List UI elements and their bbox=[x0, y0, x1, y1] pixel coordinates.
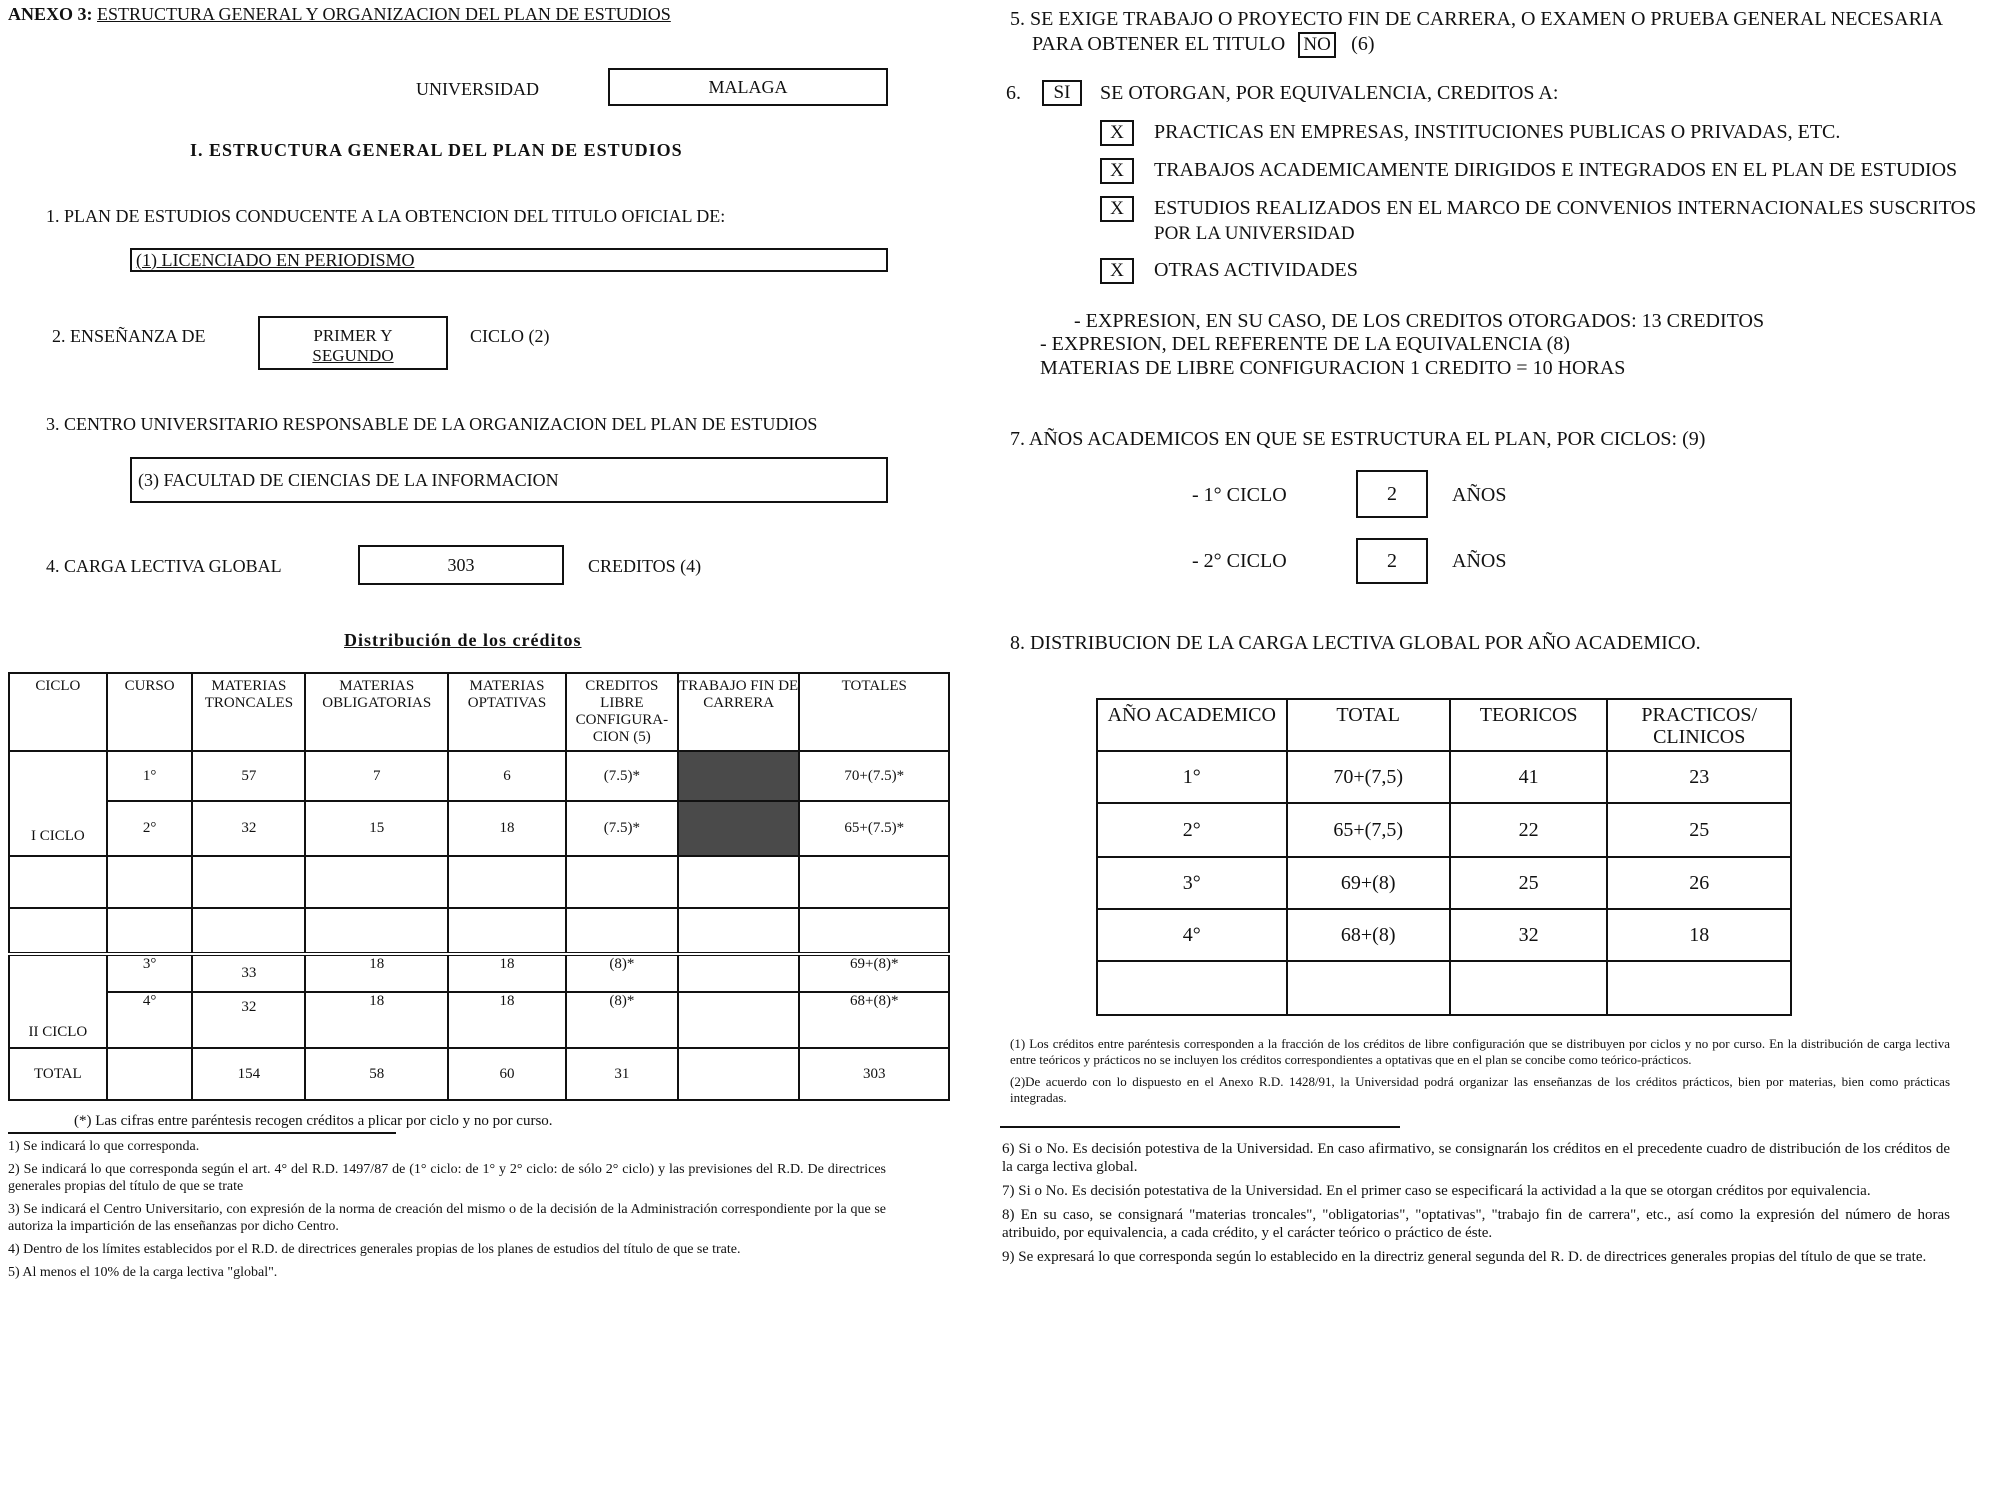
cell-obligatorias: 15 bbox=[305, 801, 448, 856]
q6-value-box: SI bbox=[1042, 80, 1082, 106]
cell-troncales: 32 bbox=[192, 992, 305, 1048]
cell-trabajo-shaded bbox=[678, 751, 800, 801]
cell-year: 3° bbox=[1097, 857, 1287, 909]
cell-practicos: 23 bbox=[1607, 751, 1791, 803]
q8-label: 8. DISTRIBUCION DE LA CARGA LECTIVA GLOBAL POR AÑO ACADEMICO. bbox=[1010, 632, 1701, 654]
q4-field: 303 bbox=[358, 545, 564, 585]
cell-practicos: 18 bbox=[1607, 909, 1791, 961]
q1-field bbox=[130, 248, 888, 272]
cell-obligatorias: 18 bbox=[305, 954, 448, 992]
footnote-1: 1) Se indicará lo que corresponda. bbox=[8, 1139, 200, 1154]
cell-optativas: 6 bbox=[448, 751, 566, 801]
header-optativas: MATERIAS OPTATIVAS bbox=[448, 673, 566, 751]
footnote-8: 8) En su caso, se consignará "materias troncales", "obligatorias", "optativas", "trabajo fin de carrera", etc., así como la expresión del número de horas atribuido, por equivalencia, a cada crédito, y el carácter teórico o práctico de éste. bbox=[1002, 1207, 1950, 1241]
header-troncales: MATERIAS TRONCALES bbox=[192, 673, 305, 751]
q2-suffix: CICLO (2) bbox=[470, 326, 550, 346]
q2-value-line2: SEGUNDO bbox=[312, 346, 394, 365]
q4-suffix: CREDITOS (4) bbox=[588, 556, 702, 576]
q1-value: (1) LICENCIADO EN PERIODISMO bbox=[136, 250, 415, 270]
footnote-2: 2) Se indicará lo que corresponda según el art. 4° del R.D. 1497/87 de (1° ciclo: de 1° y 2° ciclo: de sólo 2° ciclo) y las previsiones del R.D. De directrices generales propias del título de que se trate bbox=[8, 1162, 886, 1194]
header-ano: AÑO ACADEMICO bbox=[1097, 699, 1287, 751]
q7-ciclo1-unit: AÑOS bbox=[1452, 484, 1507, 506]
q6-expression-3: MATERIAS DE LIBRE CONFIGURACION 1 CREDITO = 10 HORAS bbox=[1040, 357, 1626, 379]
distribution-note: (*) Las cifras entre paréntesis recogen créditos a plicar por ciclo y no por curso. bbox=[74, 1113, 553, 1129]
q6-item-3-line2: POR LA UNIVERSIDAD bbox=[1154, 223, 1355, 244]
cell-libre: (8)* bbox=[566, 954, 678, 992]
header-practicos: PRACTICOS/ CLINICOS bbox=[1607, 699, 1791, 751]
footnote-5: 5) Al menos el 10% de la carga lectiva "global". bbox=[8, 1265, 278, 1280]
university-label: UNIVERSIDAD bbox=[416, 79, 539, 99]
q2-label: 2. ENSEÑANZA DE bbox=[52, 326, 206, 346]
annex-heading bbox=[8, 4, 671, 25]
cell-optativas: 18 bbox=[448, 992, 566, 1048]
cell-libre: (7.5)* bbox=[566, 801, 678, 856]
cell-year: 1° bbox=[1097, 751, 1287, 803]
q5-line2: PARA OBTENER EL TITULO bbox=[1032, 33, 1286, 55]
cell-teoricos: 25 bbox=[1450, 857, 1608, 909]
cell-libre: (7.5)* bbox=[566, 751, 678, 801]
cell-teoricos: 22 bbox=[1450, 803, 1608, 857]
q7-ciclo1-label: - 1° CICLO bbox=[1192, 484, 1287, 506]
section-title: I. ESTRUCTURA GENERAL DEL PLAN DE ESTUDIOS bbox=[190, 140, 683, 160]
footnote-divider bbox=[8, 1132, 396, 1134]
cell-curso: 3° bbox=[107, 954, 193, 992]
cell-totales: 70+(7.5)* bbox=[799, 751, 949, 801]
q6-expression-2: - EXPRESION, DEL REFERENTE DE LA EQUIVALENCIA (8) bbox=[1040, 333, 1570, 355]
total-troncales: 154 bbox=[192, 1048, 305, 1100]
q3-field: (3) FACULTAD DE CIENCIAS DE LA INFORMACION bbox=[130, 457, 888, 503]
total-obligatorias: 58 bbox=[305, 1048, 448, 1100]
cell-practicos: 25 bbox=[1607, 803, 1791, 857]
cell-totales: 68+(8)* bbox=[799, 992, 949, 1048]
cell-curso: 2° bbox=[107, 801, 193, 856]
cell-totales: 69+(8)* bbox=[799, 954, 949, 992]
header-totales: TOTALES bbox=[799, 673, 949, 751]
small-note-2: (2)De acuerdo con lo dispuesto en el Anexo R.D. 1428/91, la Universidad podrá organizar las enseñanzas de los créditos prácticos, bien por materias, bien como prácticas integradas. bbox=[1010, 1074, 1950, 1105]
q6-label: SE OTORGAN, POR EQUIVALENCIA, CREDITOS A: bbox=[1100, 82, 1559, 104]
q2-field bbox=[258, 316, 448, 370]
q6-item-1: PRACTICAS EN EMPRESAS, INSTITUCIONES PUBLICAS O PRIVADAS, ETC. bbox=[1154, 121, 1841, 143]
q6-check-3: X bbox=[1100, 196, 1134, 222]
q7-ciclo1-value: 2 bbox=[1356, 470, 1428, 518]
right-footnote-divider bbox=[1000, 1126, 1400, 1128]
cell-practicos: 26 bbox=[1607, 857, 1791, 909]
footnote-7: 7) Si o No. Es decisión potestativa de la Universidad. En el primer caso se especificará la actividad a la que se otorgan créditos por equivalencia. bbox=[1002, 1183, 1871, 1199]
cell-curso: 1° bbox=[107, 751, 193, 801]
cell-trabajo-shaded bbox=[678, 801, 800, 856]
q6-item-4: OTRAS ACTIVIDADES bbox=[1154, 259, 1358, 281]
header-total: TOTAL bbox=[1287, 699, 1450, 751]
cell-troncales: 57 bbox=[192, 751, 305, 801]
header-teoricos: TEORICOS bbox=[1450, 699, 1608, 751]
table-row bbox=[9, 992, 949, 1048]
cell-optativas: 18 bbox=[448, 954, 566, 992]
footnote-9: 9) Se expresará lo que corresponda según lo establecido en la directriz general segunda del R. D. de directrices generales propias del título de que se trate. bbox=[1002, 1249, 1927, 1265]
q3-label: 3. CENTRO UNIVERSITARIO RESPONSABLE DE LA ORGANIZACION DEL PLAN DE ESTUDIOS bbox=[46, 414, 818, 434]
table-row bbox=[1097, 909, 1791, 961]
total-libre: 31 bbox=[566, 1048, 678, 1100]
q6-item-3: ESTUDIOS REALIZADOS EN EL MARCO DE CONVENIOS INTERNACIONALES SUSCRITOS bbox=[1154, 197, 1977, 219]
ciclo-2-label: II CICLO bbox=[9, 954, 107, 1048]
q7-ciclo2-unit: AÑOS bbox=[1452, 550, 1507, 572]
q6-check-4: X bbox=[1100, 258, 1134, 284]
table-header-row bbox=[9, 673, 949, 751]
cell-libre: (8)* bbox=[566, 992, 678, 1048]
footnote-4: 4) Dentro de los límites establecidos por el R.D. de directrices generales propias de los planes de estudios del título de que se trate. bbox=[8, 1242, 741, 1257]
q7-ciclo2-label: - 2° CICLO bbox=[1192, 550, 1287, 572]
q7-ciclo2-value: 2 bbox=[1356, 538, 1428, 584]
cell-year: 4° bbox=[1097, 909, 1287, 961]
table-row bbox=[1097, 751, 1791, 803]
q1-label: 1. PLAN DE ESTUDIOS CONDUCENTE A LA OBTENCION DEL TITULO OFICIAL DE: bbox=[46, 206, 726, 226]
right-footnotes bbox=[1002, 1140, 1950, 1272]
header-libre: CREDITOS LIBRE CONFIGURA-CION (5) bbox=[566, 673, 678, 751]
left-footnotes bbox=[8, 1138, 886, 1287]
cell-total: 70+(7,5) bbox=[1287, 751, 1450, 803]
cell-totales: 65+(7.5)* bbox=[799, 801, 949, 856]
q6-expression-1: - EXPRESION, EN SU CASO, DE LOS CREDITOS OTORGADOS: 13 CREDITOS bbox=[1074, 310, 1765, 332]
table-total-row bbox=[9, 1048, 949, 1100]
table-row bbox=[9, 954, 949, 992]
distribution-title: Distribución de los créditos bbox=[344, 630, 582, 650]
header-obligatorias: MATERIAS OBLIGATORIAS bbox=[305, 673, 448, 751]
q4-label: 4. CARGA LECTIVA GLOBAL bbox=[46, 556, 282, 576]
credits-distribution-table bbox=[8, 672, 950, 1101]
footnote-3: 3) Se indicará el Centro Universitario, con expresión de la norma de creación del mismo o de la decisión de la Administración correspondiente por la que se autoriza la impartición de las enseñanzas por dicho Centro. bbox=[8, 1202, 886, 1234]
table-row bbox=[1097, 803, 1791, 857]
header-ciclo: CICLO bbox=[9, 673, 107, 751]
cell-curso: 4° bbox=[107, 992, 193, 1048]
total-label: TOTAL bbox=[9, 1048, 107, 1100]
total-optativas: 60 bbox=[448, 1048, 566, 1100]
q7-label: 7. AÑOS ACADEMICOS EN QUE SE ESTRUCTURA EL PLAN, POR CICLOS: (9) bbox=[1010, 428, 1706, 450]
table-row bbox=[9, 801, 949, 856]
ciclo-1-label: I CICLO bbox=[9, 751, 107, 856]
cell-optativas: 18 bbox=[448, 801, 566, 856]
q6-check-1: X bbox=[1100, 120, 1134, 146]
cell-total: 68+(8) bbox=[1287, 909, 1450, 961]
q6-number: 6. bbox=[1006, 82, 1021, 104]
right-small-notes bbox=[1010, 1036, 1950, 1112]
table-row-empty bbox=[1097, 961, 1791, 1015]
q5-suffix: (6) bbox=[1351, 33, 1375, 55]
table-row-empty bbox=[9, 908, 949, 954]
cell-teoricos: 41 bbox=[1450, 751, 1608, 803]
cell-troncales: 32 bbox=[192, 801, 305, 856]
annex-number: ANEXO 3: bbox=[8, 4, 93, 24]
cell-teoricos: 32 bbox=[1450, 909, 1608, 961]
q6-item-2: TRABAJOS ACADEMICAMENTE DIRIGIDOS E INTEGRADOS EN EL PLAN DE ESTUDIOS bbox=[1154, 159, 1958, 181]
cell-troncales: 33 bbox=[192, 954, 305, 992]
table-row-empty bbox=[9, 856, 949, 908]
cell-trabajo bbox=[678, 992, 800, 1048]
table-row bbox=[9, 751, 949, 801]
cell-obligatorias: 7 bbox=[305, 751, 448, 801]
q2-value-line1: PRIMER Y bbox=[313, 326, 393, 345]
q5-value-box: NO bbox=[1298, 32, 1336, 58]
q5-line1: 5. SE EXIGE TRABAJO O PROYECTO FIN DE CARRERA, O EXAMEN O PRUEBA GENERAL NECESARIA bbox=[1010, 8, 1944, 30]
header-trabajo: TRABAJO FIN DE CARRERA bbox=[678, 673, 800, 751]
footnote-6: 6) Si o No. Es decisión potestiva de la Universidad. En caso afirmativo, se consignarán los créditos en el precedente cuadro de distribución de los créditos de la carga lectiva global. bbox=[1002, 1141, 1950, 1175]
cell-total: 65+(7,5) bbox=[1287, 803, 1450, 857]
q5-line2-wrap bbox=[1032, 32, 1374, 58]
total-totales: 303 bbox=[799, 1048, 949, 1100]
small-note-1: (1) Los créditos entre paréntesis corresponden a la fracción de los créditos de libre configuración que se distribuyen por ciclos y no por curso. En la distribución de carga lectiva entre teóricos y prácticos no se incluyen los créditos correspondientes a optativas que en el plan se concibe como teórico-prácticos. bbox=[1010, 1036, 1950, 1067]
table-row bbox=[1097, 857, 1791, 909]
cell-total: 69+(8) bbox=[1287, 857, 1450, 909]
year-table-header bbox=[1097, 699, 1791, 751]
annex-title: ESTRUCTURA GENERAL Y ORGANIZACION DEL PLAN DE ESTUDIOS bbox=[97, 4, 671, 24]
header-curso: CURSO bbox=[107, 673, 193, 751]
cell-obligatorias: 18 bbox=[305, 992, 448, 1048]
q6-check-2: X bbox=[1100, 158, 1134, 184]
cell-year: 2° bbox=[1097, 803, 1287, 857]
academic-year-table bbox=[1096, 698, 1792, 1016]
cell-trabajo bbox=[678, 954, 800, 992]
university-field: MALAGA bbox=[608, 68, 888, 106]
